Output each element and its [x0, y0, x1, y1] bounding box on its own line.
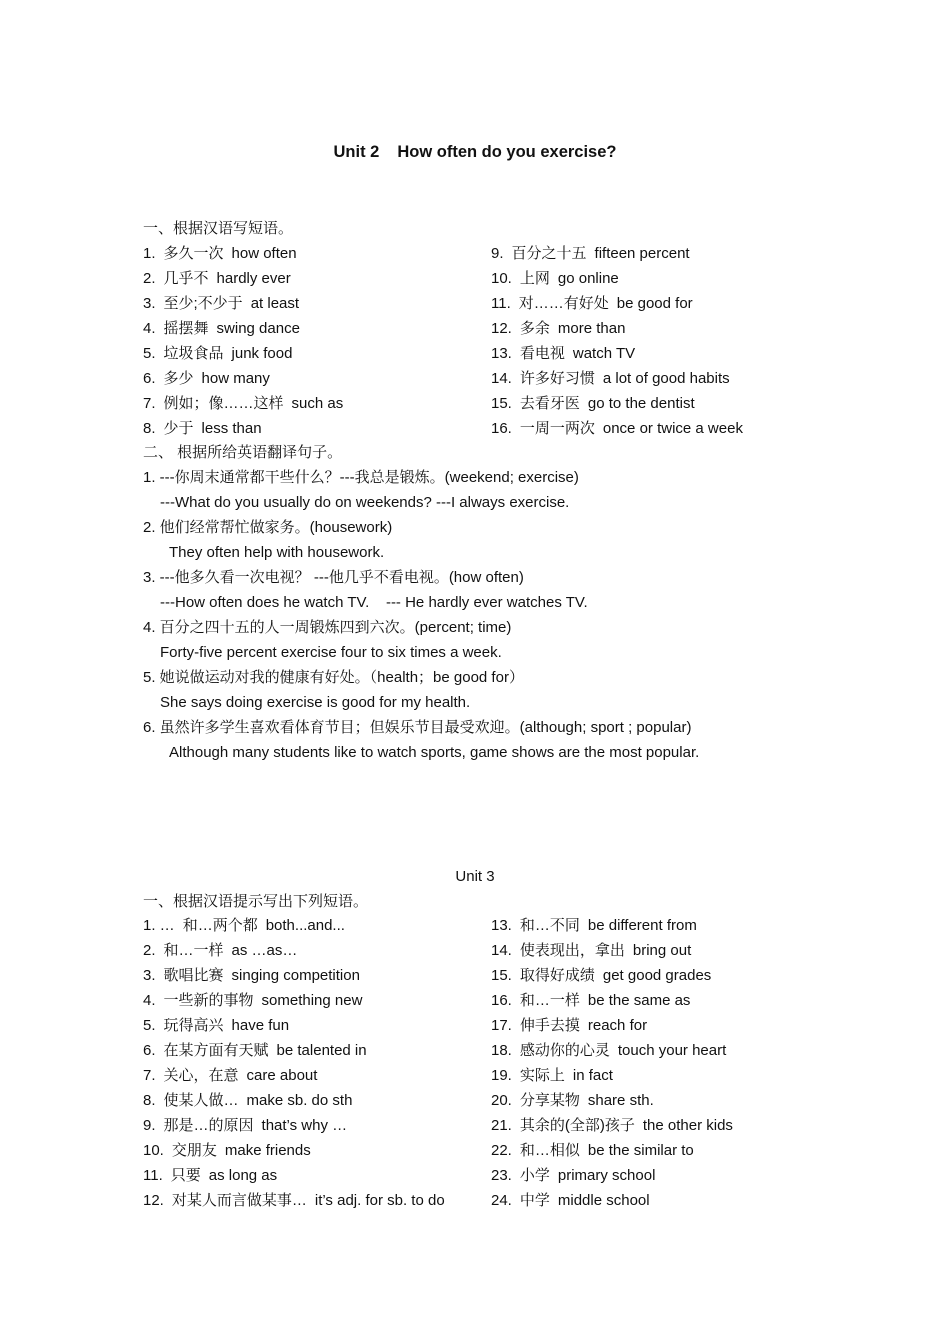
chinese-phrase: 多久一次 [163, 245, 224, 262]
phrase-item [491, 1063, 613, 1088]
phrase-item [491, 1163, 655, 1188]
chinese-phrase: 看电视 [519, 345, 565, 362]
phrase-item [143, 1013, 289, 1038]
chinese-phrase: 小学 [519, 1167, 550, 1184]
english-phrase: be the same as [587, 992, 691, 1009]
chinese-phrase: 其余的(全部)孩子 [519, 1117, 635, 1134]
item-number: 11. [143, 1167, 163, 1184]
phrase-item [143, 988, 362, 1013]
item-number: 10. [491, 270, 512, 287]
chinese-phrase: 例如；像……这样 [163, 395, 284, 412]
chinese-phrase: 多余 [519, 320, 550, 337]
phrase-item [491, 1113, 733, 1138]
phrase-item [143, 938, 297, 963]
item-number: 3. [143, 967, 156, 984]
english-phrase: how often [231, 245, 297, 262]
chinese-phrase: 实际上 [519, 1067, 565, 1084]
item-number: 12. [491, 320, 512, 337]
item-number: 1. [143, 245, 156, 262]
chinese-phrase: 一周一两次 [519, 420, 595, 437]
phrase-item [143, 963, 360, 988]
sentence-answer: They often help with housework. [169, 544, 385, 561]
chinese-phrase: 去看牙医 [519, 395, 580, 412]
sentence-answer: Although many students like to watch sports, game shows are the most popular. [169, 744, 700, 761]
english-phrase: hardly ever [216, 270, 291, 287]
phrase-item [143, 1088, 352, 1113]
chinese-phrase: 关心，在意 [163, 1067, 239, 1084]
phrase-item [491, 241, 690, 266]
phrase-item [143, 291, 299, 316]
english-phrase: bring out [632, 942, 692, 959]
english-phrase: be good for [616, 295, 693, 312]
chinese-phrase: 那是…的原因 [163, 1117, 254, 1134]
phrase-item [143, 1063, 317, 1088]
english-phrase: reach for [587, 1017, 648, 1034]
unit-title: Unit 3 [455, 868, 495, 885]
sentence-answer: Forty-five percent exercise four to six times a week. [160, 644, 502, 661]
phrase-item [491, 291, 693, 316]
english-phrase: go online [557, 270, 619, 287]
item-number: 6. [143, 370, 156, 387]
chinese-phrase: 至少;不少于 [163, 295, 243, 312]
english-phrase: more than [557, 320, 626, 337]
item-number: 8. [143, 420, 156, 437]
phrase-item [143, 1138, 311, 1163]
english-phrase: be the similar to [587, 1142, 694, 1159]
item-number: 4. [143, 320, 156, 337]
item-number: 4. [143, 992, 156, 1009]
item-number: 14. [491, 370, 512, 387]
chinese-phrase: 交朋友 [171, 1142, 217, 1159]
section-heading: 二、 根据所给英语翻译句子。 [143, 444, 343, 461]
phrase-item [491, 938, 691, 963]
chinese-phrase: 在某方面有天赋 [163, 1042, 269, 1059]
english-phrase: junk food [231, 345, 293, 362]
english-phrase: once or twice a week [602, 420, 743, 437]
english-phrase: a lot of good habits [602, 370, 730, 387]
chinese-phrase: 一些新的事物 [163, 992, 254, 1009]
sentence-question: 5. 她说做运动对我的健康有好处。（health；be good for） [143, 669, 524, 686]
title-unit: Unit 2 [333, 143, 380, 161]
sentence-question: 1. ---你周末通常都干些什么？---我总是锻炼。(weekend; exercise) [143, 469, 579, 486]
english-phrase: in fact [572, 1067, 613, 1084]
sentence-question: 3. ---他多久看一次电视？ ---他几乎不看电视。(how often) [143, 569, 524, 586]
sentence-answer: ---What do you usually do on weekends? ---I always exercise. [160, 494, 570, 511]
english-phrase: something new [261, 992, 363, 1009]
sentence-question: 2. 他们经常帮忙做家务。(housework) [143, 519, 393, 536]
item-number: 8. [143, 1092, 156, 1109]
english-phrase: make friends [224, 1142, 311, 1159]
phrase-item [143, 366, 270, 391]
sentence-question: 4. 百分之四十五的人一周锻炼四到六次。(percent; time) [143, 619, 512, 636]
item-number: 12. [143, 1192, 164, 1209]
english-phrase: both...and... [265, 917, 345, 934]
phrase-item [491, 366, 730, 391]
chinese-phrase: 玩得高兴 [163, 1017, 224, 1034]
english-phrase: singing competition [231, 967, 360, 984]
phrase-item [491, 341, 635, 366]
english-phrase: make sb. do sth [246, 1092, 353, 1109]
item-number: 19. [491, 1067, 512, 1084]
item-number: 10. [143, 1142, 164, 1159]
item-number: 7. [143, 1067, 156, 1084]
chinese-phrase: 伸手去摸 [519, 1017, 580, 1034]
phrase-item [491, 1013, 647, 1038]
chinese-phrase: 上网 [519, 270, 550, 287]
english-phrase: such as [291, 395, 344, 412]
english-phrase: swing dance [216, 320, 300, 337]
chinese-phrase: 感动你的心灵 [519, 1042, 610, 1059]
phrase-item [491, 1038, 726, 1063]
item-number: 11. [491, 295, 511, 312]
item-number: 16. [491, 992, 512, 1009]
english-phrase: primary school [557, 1167, 656, 1184]
phrase-item [491, 266, 619, 291]
phrase-item [143, 391, 343, 416]
english-phrase: fifteen percent [594, 245, 690, 262]
phrase-item [143, 316, 300, 341]
section-heading: 一、根据汉语提示写出下列短语。 [143, 893, 369, 910]
item-number: 9. [143, 1117, 156, 1134]
item-number: 17. [491, 1017, 512, 1034]
chinese-phrase: 和…一样 [163, 942, 224, 959]
item-number: 7. [143, 395, 156, 412]
phrase-item [143, 1038, 367, 1063]
english-phrase: middle school [557, 1192, 650, 1209]
chinese-phrase: 百分之十五 [511, 245, 587, 262]
item-number: 1. … [143, 917, 175, 934]
title-text: How often do you exercise? [397, 143, 617, 161]
item-number: 24. [491, 1192, 512, 1209]
chinese-phrase: 少于 [163, 420, 194, 437]
phrase-item [143, 341, 292, 366]
english-phrase: get good grades [602, 967, 712, 984]
chinese-phrase: 取得好成绩 [519, 967, 595, 984]
phrase-item [491, 988, 690, 1013]
item-number: 18. [491, 1042, 512, 1059]
english-phrase: care about [246, 1067, 318, 1084]
sentence-question: 6. 虽然许多学生喜欢看体育节目；但娱乐节目最受欢迎。(although; sport ; popular) [143, 719, 692, 736]
phrase-item [143, 416, 262, 441]
phrase-item [143, 1163, 277, 1188]
item-number: 23. [491, 1167, 512, 1184]
item-number: 5. [143, 345, 156, 362]
chinese-phrase: 许多好习惯 [519, 370, 595, 387]
english-phrase: that’s why … [261, 1117, 348, 1134]
chinese-phrase: 垃圾食品 [163, 345, 224, 362]
item-number: 9. [491, 245, 504, 262]
item-number: 14. [491, 942, 512, 959]
item-number: 21. [491, 1117, 512, 1134]
item-number: 6. [143, 1042, 156, 1059]
english-phrase: it’s adj. for sb. to do [314, 1192, 445, 1209]
chinese-phrase: 和…相似 [519, 1142, 580, 1159]
sentence-answer: ---How often does he watch TV. --- He hardly ever watches TV. [160, 594, 588, 611]
chinese-phrase: 使表现出，拿出 [519, 942, 625, 959]
chinese-phrase: 和…两个都 [182, 917, 258, 934]
item-number: 16. [491, 420, 512, 437]
sentence-answer: She says doing exercise is good for my health. [160, 694, 471, 711]
chinese-phrase: 几乎不 [163, 270, 209, 287]
english-phrase: as …as… [231, 942, 298, 959]
item-number: 13. [491, 917, 512, 934]
item-number: 2. [143, 942, 156, 959]
item-number: 20. [491, 1092, 512, 1109]
english-phrase: less than [201, 420, 262, 437]
phrase-item [143, 241, 297, 266]
phrase-item [143, 1188, 445, 1213]
item-number: 3. [143, 295, 156, 312]
english-phrase: have fun [231, 1017, 290, 1034]
phrase-item [143, 266, 291, 291]
chinese-phrase: 和…不同 [519, 917, 580, 934]
english-phrase: at least [250, 295, 300, 312]
english-phrase: as long as [208, 1167, 278, 1184]
chinese-phrase: 摇摆舞 [163, 320, 209, 337]
english-phrase: watch TV [572, 345, 636, 362]
section-heading: 一、根据汉语写短语。 [143, 220, 294, 237]
item-number: 22. [491, 1142, 512, 1159]
chinese-phrase: 对某人而言做某事… [171, 1192, 307, 1209]
chinese-phrase: 分享某物 [519, 1092, 580, 1109]
phrase-item [491, 1188, 650, 1213]
chinese-phrase: 多少 [163, 370, 194, 387]
english-phrase: be different from [587, 917, 697, 934]
chinese-phrase: 只要 [170, 1167, 201, 1184]
phrase-item [491, 1138, 694, 1163]
chinese-phrase: 对……有好处 [518, 295, 609, 312]
item-number: 5. [143, 1017, 156, 1034]
english-phrase: share sth. [587, 1092, 654, 1109]
item-number: 13. [491, 345, 512, 362]
page-title [0, 140, 950, 164]
phrase-item [491, 316, 625, 341]
phrase-item [491, 963, 711, 988]
phrase-item [491, 416, 743, 441]
phrase-item [491, 391, 695, 416]
phrase-item [143, 1113, 347, 1138]
phrase-item [491, 1088, 654, 1113]
item-number: 2. [143, 270, 156, 287]
phrase-item [491, 913, 697, 938]
english-phrase: how many [201, 370, 270, 387]
english-phrase: be talented in [276, 1042, 367, 1059]
chinese-phrase: 中学 [519, 1192, 550, 1209]
chinese-phrase: 使某人做… [163, 1092, 239, 1109]
chinese-phrase: 和…一样 [519, 992, 580, 1009]
english-phrase: touch your heart [617, 1042, 727, 1059]
phrase-item [143, 913, 345, 938]
item-number: 15. [491, 395, 512, 412]
english-phrase: the other kids [642, 1117, 733, 1134]
english-phrase: go to the dentist [587, 395, 695, 412]
item-number: 15. [491, 967, 512, 984]
chinese-phrase: 歌唱比赛 [163, 967, 224, 984]
